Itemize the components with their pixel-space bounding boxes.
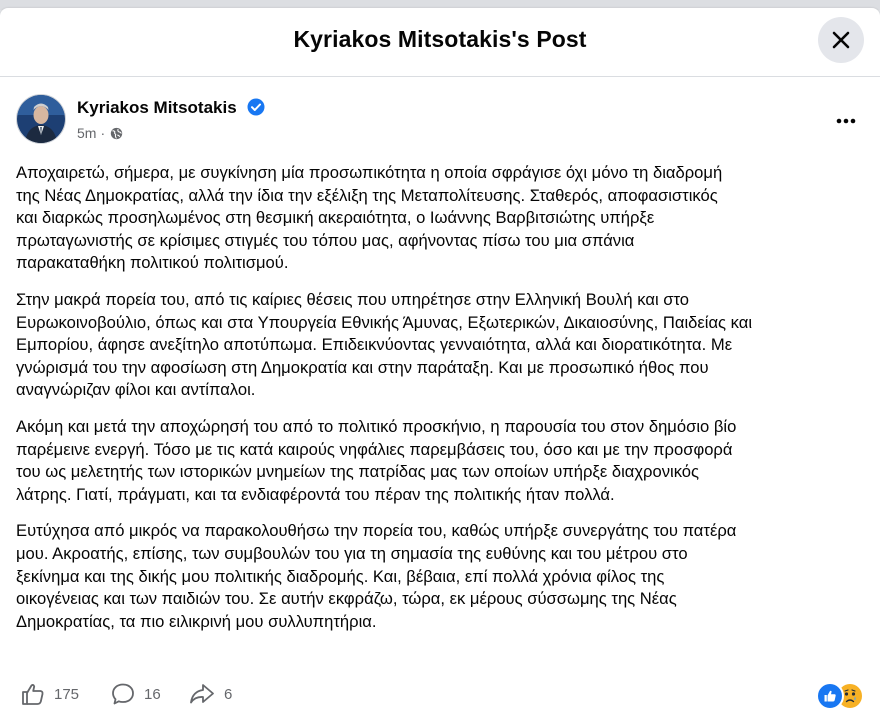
author-name[interactable]: Kyriakos Mitsotakis xyxy=(77,98,237,117)
share-icon xyxy=(188,681,216,707)
like-count: 175 xyxy=(54,685,80,703)
post-body xyxy=(16,162,872,647)
post-header xyxy=(16,94,864,150)
more-options-icon xyxy=(828,108,864,134)
comment-count: 16 xyxy=(144,685,161,703)
like-icon xyxy=(20,681,46,707)
share-button[interactable] xyxy=(188,680,232,708)
avatar[interactable] xyxy=(16,94,66,144)
share-count: 6 xyxy=(224,685,233,703)
comment-button[interactable] xyxy=(110,680,161,708)
post-timestamp[interactable]: 5m xyxy=(77,125,97,141)
globe-icon[interactable] xyxy=(110,127,123,140)
post-modal xyxy=(0,8,880,715)
comment-icon xyxy=(110,681,136,707)
meta-separator: · xyxy=(100,125,106,141)
post-paragraph: Αποχαιρετώ, σήμερα, με συγκίνηση μία προσωπικότητα η οποία σφράγισε όχι μόνο τη διαδρομή της Νέας Δημοκρατίας, αλλά την ίδια την εξέλιξη της Μεταπολίτευσης. Σταθερός, αποφασιστικός και διαρκώς προσηλωμένος στη θεσμική ακεραιότητα, ο Ιωάννης Βαρβιτσιώτης υπήρξε πρωταγωνιστής σε κρίσιμες στιγμές του τόπου μας, αφήνοντας πίσω του μια σπάνια παρακαταθήκη πολιτικού πολιτισμού. xyxy=(16,163,723,273)
like-button[interactable] xyxy=(20,680,79,708)
post-paragraph: Ακόμη και μετά την αποχώρησή του από το πολιτικό προσκήνιο, η παρουσία του στον δημόσιο βίο παρέμεινε ενεργή. Τόσο με τις κατά καιρούς νηφάλιες παρεμβάσεις του, όσο και με την προσφορά του ως μελετητής των ιστορικών μνημείων της πατρίδας μας των οποίων υπήρξε διαχρονικός λάτρης. Γιατί, πράγματι, και τα ενδιαφέροντά του πέραν της πολιτικής ήταν πολλά. xyxy=(16,416,737,504)
post-actions xyxy=(20,680,868,710)
like-reaction-icon xyxy=(816,682,844,710)
modal-header xyxy=(0,8,880,77)
verified-badge-icon xyxy=(247,98,265,116)
avatar-image xyxy=(17,95,65,143)
post-paragraph: Στην μακρά πορεία του, από τις καίριες θέσεις που υπηρέτησε στην Ελληνική Βουλή και στο Ευρωκοινοβούλιο, όπως και στα Υπουργεία Εθνικής Άμυνας, Εξωτερικών, Δικαιοσύνης, Παιδείας και Εμπορίου, άφησε ανεξίτηλο αποτύπωμα. Επιδεικνύοντας γενναιότητα, αλλά και διορατικότητα. Με γνώρισμά του την αφοσίωση στη Δημοκρατία και στην παράταξη. Και με προσωπικό ήθος που αναγνώριζαν φίλοι και αντίπαλοι. xyxy=(16,289,753,400)
reaction-summary[interactable] xyxy=(816,682,866,708)
post-meta xyxy=(77,125,123,141)
more-options-button[interactable] xyxy=(828,108,864,134)
modal-title: Kyriakos Mitsotakis's Post xyxy=(293,26,587,52)
post-paragraph: Ευτύχησα από μικρός να παρακολουθήσω την πορεία του, καθώς υπήρξε συνεργάτης του πατέρα μου. Ακροατής, επίσης, των συμβουλών του για τη σημασία της ευθύνης και του μέτρου στο ξεκίνημα και της δικής μου πολιτικής διαδρομής. Και, βέβαια, επί πολλά χρόνια φίλος της οικογένειας και των παιδιών του. Σε αυτήν εκφράζω, τώρα, εκ μέρους σύσσωμης της Νέας Δημοκρατίας, τα πιο ειλικρινή μου συλλυπητήρια. xyxy=(16,521,737,631)
close-button[interactable] xyxy=(818,17,864,63)
close-icon xyxy=(831,30,851,50)
